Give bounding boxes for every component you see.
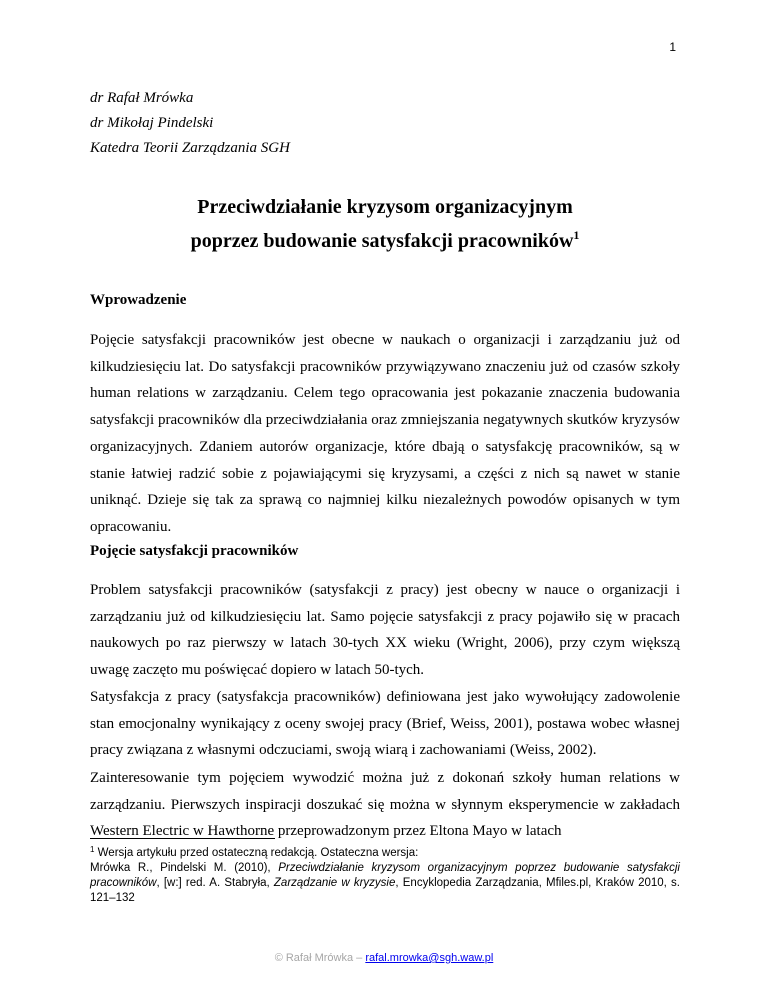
citation-editor: , [w:] red. A. Stabryła, [156,877,274,889]
title-line-text: poprzez budowanie satysfakcji pracowników [190,230,574,252]
footer-email-link[interactable]: rafal.mrowka@sgh.waw.pl [365,952,494,964]
page-number: 1 [669,40,676,54]
author-name: dr Rafał Mrówka [90,90,194,106]
footnote [90,846,680,906]
author-block [90,86,290,161]
footnote-intro-line [90,846,680,861]
paragraph: Pojęcie satysfakcji pracowników jest obecne w naukach o organizacji i zarządzaniu już od kilkudziesięciu lat. Do satysfakcji pracowników przywiązywano znaczeniu już od czasów szkoły human relations w zarządzaniu. Celem tego opracowania jest pokazanie znaczenia budowania satysfakcji pracowników dla przeciwdziałania oraz zmniejszania negatywnych skutków kryzysów organizacyjnych. Zdaniem autorów organizacje, które dbają o satysfakcję pracowników, są w stanie łatwiej radzić sobie z pojawiającymi się kryzysami, a części z nich są nawet w stanie uniknąć. Dzieje się tak za sprawą co najmniej kilku niezależnych powodów opisanych w tym opracowaniu. [90,332,680,535]
citation-publication: , Encyklopedia Zarządzania, Mfiles.pl, Kraków 2010, s. 121–132 [90,877,680,904]
citation-authors: Mrówka R., Pindelski M. (2010), [90,862,279,874]
footnote-reference[interactable]: 1 [573,228,580,242]
paragraph: Problem satysfakcji pracowników (satysfakcji z pracy) jest obecny w nauce o organizacji i zarządzaniu już od kilkudziesięciu lat. Samo pojęcie satysfakcji z pracy pojawiło się w pracach naukowych po raz pierwszy w latach 30-tych XX wieku (Wright, 2006), przy czym większą uwagę zaczęto mu poświęcać dopiero w latach 50-tych. [90,582,680,679]
title-line: Przeciwdziałanie kryzysom organizacyjnym [197,196,573,218]
section-heading: Wprowadzenie [90,292,187,308]
footnote-intro: Wersja artykułu przed ostateczną redakcją. Ostateczna wersja: [97,847,419,859]
paragraph: Zainteresowanie tym pojęciem wywodzić można już z dokonań szkoły human relations w zarządzaniu. Pierwszych inspiracji doszukać się można w słynnym eksperymencie w zakładach Western Electric w Hawthorne przeprowadzonym przez Eltona Mayo w latach [90,770,680,840]
citation-book-title: Zarządzanie w kryzysie [273,877,396,889]
page-footer [0,952,768,964]
title-line [90,224,680,258]
paragraph: Satysfakcja z pracy (satysfakcja pracowników) definiowana jest jako wywołujący zadowolenie stan emocjonalny wynikający z oceny swojej pracy (Brief, Weiss, 2001), postawa wobec własnej pracy związana z własnymi odczuciami, swoją wiarą i zachowaniami (Weiss, 2002). [90,689,680,759]
footnote-separator [90,838,275,839]
article-title [90,190,680,258]
author-affiliation: Katedra Teorii Zarządzania SGH [90,140,290,156]
author-name: dr Mikołaj Pindelski [90,115,214,131]
footnote-citation [90,861,680,906]
citation-article-title: Przeciwdziałanie kryzysom organizacyjnym poprzez budowanie satysfakcji pracowników [90,862,680,889]
section-heading: Pojęcie satysfakcji pracowników [90,543,299,559]
footnote-number: 1 [90,845,95,854]
footer-copyright: © Rafał Mrówka – [274,952,366,964]
